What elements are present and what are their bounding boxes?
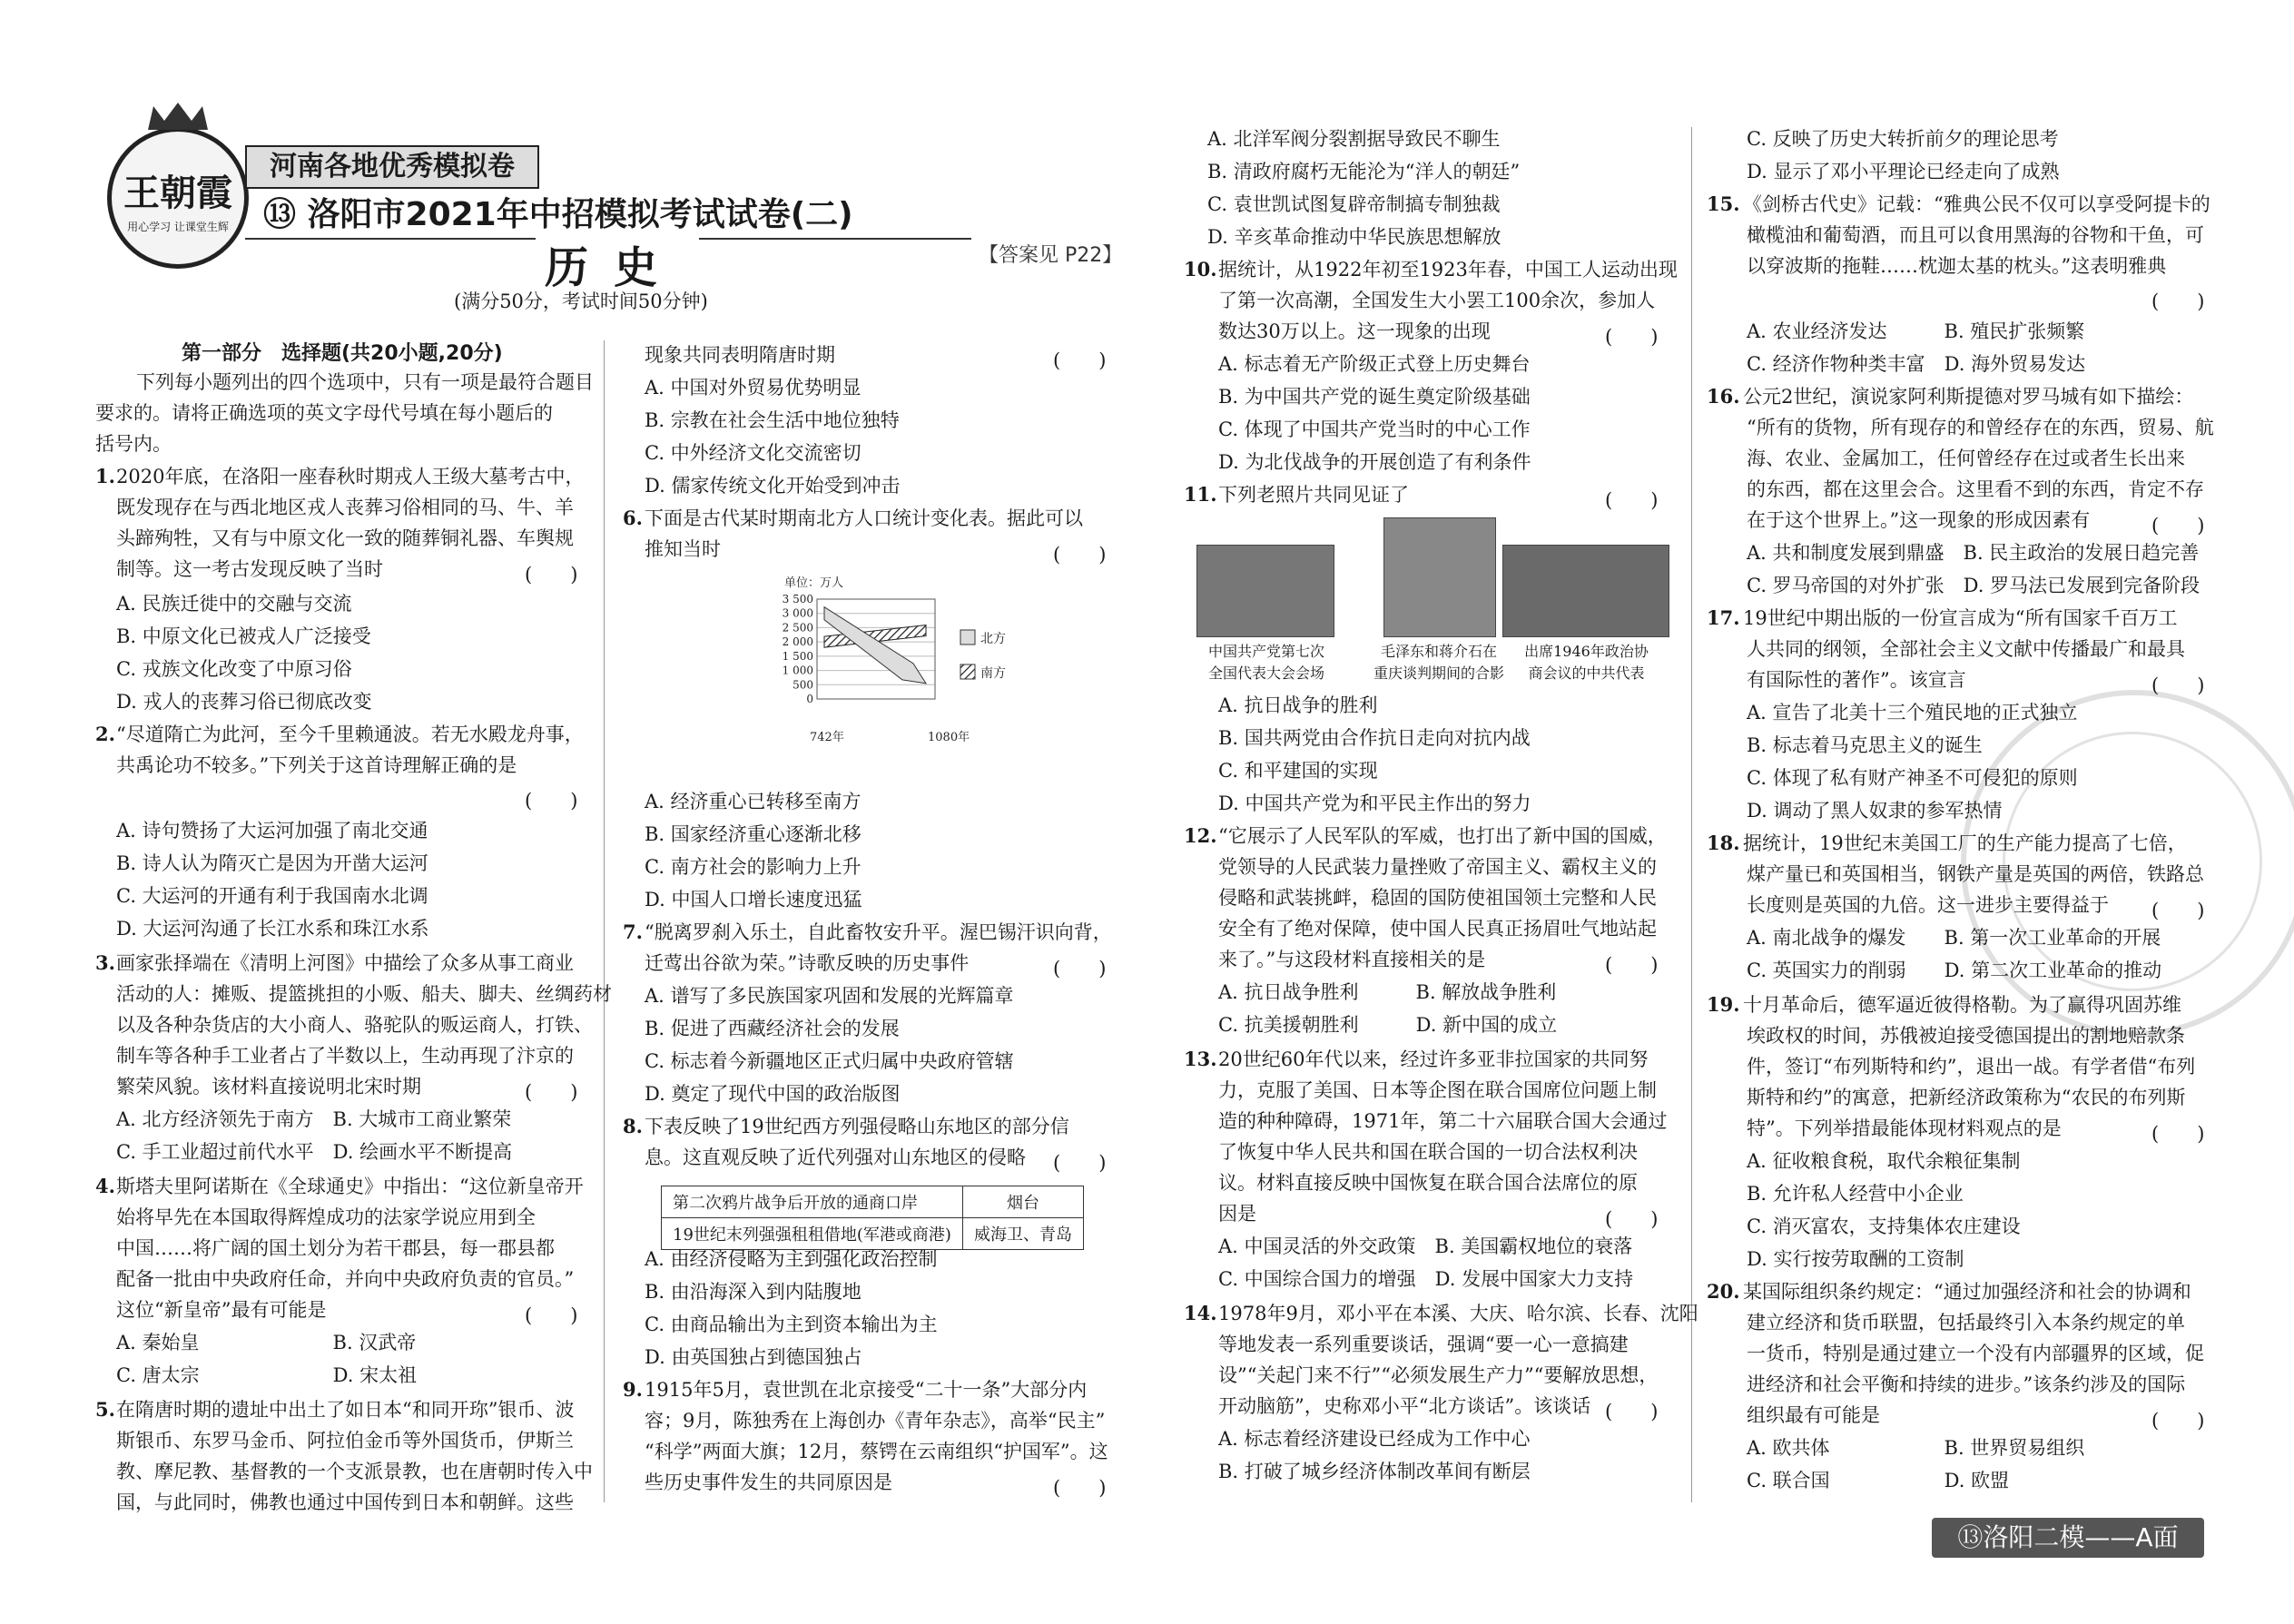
- divider: [245, 238, 536, 240]
- option: A. 诗句赞扬了大运河加强了南北交通: [116, 820, 428, 842]
- option: A. 秦始皇 B. 汉武帝: [116, 1332, 417, 1353]
- option: C. 由商品输出为主到资本输出为主: [645, 1314, 938, 1335]
- answer-blank[interactable]: ( ): [1605, 1401, 1659, 1422]
- option: D. 戎人的丧葬习俗已彻底改变: [116, 691, 372, 713]
- y-tick-label: 500: [793, 678, 813, 692]
- option: C. 反映了历史大转折前夕的理论思考: [1747, 128, 2059, 150]
- answer-blank[interactable]: ( ): [1605, 954, 1659, 976]
- option: A. 共和制度发展到鼎盛 B. 民主政治的发展日趋完善: [1747, 542, 2200, 564]
- photo-caption: 出席1946年政治协 商会议的中共代表: [1524, 643, 1649, 682]
- crown-icon: [146, 101, 210, 132]
- option: D. 儒家传统文化开始受到冲击: [645, 475, 901, 497]
- legend-label-north: 北方: [980, 632, 1006, 646]
- legend-swatch-south: [960, 664, 975, 679]
- option: A. 征收粮食税，取代余粮征集制: [1747, 1150, 2021, 1172]
- section-title: 第一部分 选择题(共20小题,20分): [182, 342, 503, 365]
- option: D. 大运河沟通了长江水系和珠江水系: [116, 918, 429, 940]
- option: B. 清政府腐朽无能沦为“洋人的朝廷”: [1207, 161, 1521, 182]
- option: C. 唐太宗 D. 宋太祖: [116, 1364, 418, 1386]
- trade-ports-table: [661, 1186, 1084, 1250]
- option: D. 显示了邓小平理论已经走向了成熟: [1747, 161, 2060, 182]
- option: C. 经济作物种类丰富 D. 海外贸易发达: [1747, 353, 2086, 375]
- legend-label-south: 南方: [980, 666, 1006, 681]
- answer-blank[interactable]: ( ): [525, 564, 578, 586]
- exam-info: (满分50分，考试时间50分钟): [454, 290, 708, 312]
- answer-blank[interactable]: ( ): [1053, 1477, 1107, 1499]
- option: B. 宗教在社会生活中地位独特: [645, 409, 900, 431]
- answer-blank[interactable]: ( ): [525, 1304, 578, 1326]
- option: A. 标志着无产阶级正式登上历史舞台: [1218, 353, 1531, 375]
- answer-blank[interactable]: ( ): [2151, 515, 2205, 536]
- option: D. 奠定了现代中国的政治版图: [645, 1083, 901, 1105]
- option: A. 农业经济发达 B. 殖民扩张频繁: [1747, 320, 2085, 342]
- table-row: 第二次鸦片战争后开放的通商口岸 烟台: [662, 1186, 1084, 1218]
- page-footer-tag: ⑬洛阳二模——A面: [1932, 1518, 2204, 1558]
- x-tick-label: 742年: [810, 731, 844, 744]
- option: A. 经济重心已转移至南方: [645, 791, 861, 812]
- option: C. 英国实力的削弱 D. 第二次工业革命的推动: [1747, 960, 2162, 981]
- option: C. 标志着今新疆地区正式归属中央政府管辖: [645, 1050, 1014, 1072]
- photo-chongqing-negotiation: [1383, 517, 1496, 637]
- option: C. 中外经济文化交流密切: [645, 442, 861, 464]
- option: C. 手工业超过前代水平 D. 绘画水平不断提高: [116, 1141, 513, 1163]
- series-banner: 河南各地优秀模拟卷: [245, 145, 539, 189]
- option: C. 中国综合国力的增强 D. 发展中国家大力支持: [1218, 1268, 1634, 1290]
- y-tick-label: 1 500: [782, 649, 813, 663]
- option: A. 欧共体 B. 世界贸易组织: [1747, 1437, 2085, 1459]
- answer-blank[interactable]: ( ): [1053, 349, 1107, 371]
- option: A. 中国灵活的外交政策 B. 美国霸权地位的衰落: [1218, 1235, 1633, 1257]
- y-tick-label: 1 000: [782, 664, 813, 677]
- option: D. 实行按劳取酬的工资制: [1747, 1248, 1964, 1270]
- option: C. 体现了私有财产神圣不可侵犯的原则: [1747, 767, 2078, 789]
- answer-blank[interactable]: ( ): [525, 790, 578, 812]
- option: D. 辛亥革命推动中华民族思想解放: [1207, 226, 1501, 248]
- option: C. 体现了中国共产党当时的中心工作: [1218, 418, 1531, 440]
- option: B. 国共两党由合作抗日走向对抗内战: [1218, 727, 1531, 749]
- option: C. 联合国 D. 欧盟: [1747, 1470, 2010, 1491]
- subject-title: 历史: [545, 242, 684, 293]
- option: D. 为北伐战争的开展创造了有利条件: [1218, 451, 1531, 473]
- option: C. 南方社会的影响力上升: [645, 856, 861, 878]
- photo-seventh-congress: [1196, 545, 1334, 637]
- option: D. 调动了黑人奴隶的参军热情: [1747, 800, 2003, 822]
- chart-title: 单位：万人: [784, 576, 844, 590]
- option: C. 戎族文化改变了中原习俗: [116, 658, 352, 680]
- x-tick-label: 1080年: [928, 731, 970, 744]
- answer-blank[interactable]: ( ): [525, 1081, 578, 1103]
- option: A. 民族迁徙中的交融与交流: [116, 593, 352, 615]
- answer-blank[interactable]: ( ): [1605, 1208, 1659, 1230]
- photo-caption: 毛泽东和蒋介石在 重庆谈判期间的合影: [1373, 643, 1504, 682]
- option: B. 国家经济重心逐渐北移: [645, 823, 861, 845]
- option: B. 标志着马克思主义的诞生: [1747, 734, 1983, 756]
- option: A. 抗日战争胜利 B. 解放战争胜利: [1218, 981, 1557, 1003]
- option: B. 促进了西藏经济社会的发展: [645, 1018, 900, 1039]
- table-row: 19世纪末列强强租租借地(军港或商港) 威海卫、青岛: [662, 1218, 1084, 1250]
- option: B. 中原文化已被戎人广泛接受: [116, 625, 371, 647]
- answer-blank[interactable]: ( ): [2151, 290, 2205, 312]
- option: C. 袁世凯试图复辟帝制搞专制独裁: [1207, 193, 1501, 215]
- answer-blank[interactable]: ( ): [1605, 489, 1659, 511]
- option: B. 由沿海深入到内陆腹地: [645, 1281, 861, 1303]
- option: C. 消灭富农，支持集体农庄建设: [1747, 1216, 2021, 1237]
- publisher-logo: [107, 127, 249, 269]
- answer-reference: 【答案见 P22】: [979, 244, 1123, 267]
- option: A. 标志着经济建设已经成为工作中心: [1218, 1428, 1531, 1450]
- option: D. 由英国独占到德国独占: [645, 1346, 862, 1368]
- option: C. 和平建国的实现: [1218, 760, 1378, 782]
- divider: [699, 238, 971, 240]
- option: A. 谱写了多民族国家巩固和发展的光辉篇章: [645, 985, 1014, 1007]
- option: C. 抗美援朝胜利 D. 新中国的成立: [1218, 1014, 1558, 1036]
- column-divider: [1691, 127, 1692, 1502]
- y-tick-label: 3 500: [782, 593, 813, 605]
- option: A. 由经济侵略为主到强化政治控制: [645, 1248, 938, 1270]
- option: A. 宣告了北美十三个殖民地的正式独立: [1747, 702, 2078, 723]
- y-tick-label: 2 000: [782, 635, 813, 649]
- option: B. 打破了城乡经济体制改革间有断层: [1218, 1461, 1531, 1482]
- option: C. 大运河的开通有利于我国南水北调: [116, 885, 428, 907]
- answer-blank[interactable]: ( ): [1053, 544, 1107, 566]
- option: B. 允许私人经营中小企业: [1747, 1183, 1964, 1205]
- y-tick-label: 0: [806, 693, 813, 705]
- population-chart: [753, 574, 1117, 782]
- exam-title: ⑬ 洛阳市2021年中招模拟考试试卷(二): [263, 196, 853, 233]
- answer-blank[interactable]: ( ): [2151, 1410, 2205, 1432]
- option: D. 中国共产党为和平民主作出的努力: [1218, 792, 1531, 814]
- answer-blank[interactable]: ( ): [1053, 958, 1107, 979]
- y-tick-label: 3 000: [782, 606, 813, 620]
- y-tick-label: 2 500: [782, 621, 813, 635]
- column-divider: [604, 340, 605, 1502]
- option: B. 为中国共产党的诞生奠定阶级基础: [1218, 386, 1531, 408]
- answer-blank[interactable]: ( ): [2151, 674, 2205, 696]
- answer-blank[interactable]: ( ): [1605, 326, 1659, 348]
- answer-blank[interactable]: ( ): [2151, 1123, 2205, 1145]
- option: A. 南北战争的爆发 B. 第一次工业革命的开展: [1747, 927, 2161, 949]
- legend-swatch-north: [960, 630, 975, 645]
- option: D. 中国人口增长速度迅猛: [645, 889, 862, 910]
- photo-1946-delegates: [1502, 545, 1669, 637]
- option: A. 中国对外贸易优势明显: [645, 377, 861, 399]
- option: A. 抗日战争的胜利: [1218, 694, 1378, 716]
- option: B. 诗人认为隋灭亡是因为开凿大运河: [116, 852, 428, 874]
- answer-blank[interactable]: ( ): [2151, 900, 2205, 921]
- logo-subtitle: 用心学习 让课堂生辉: [127, 221, 229, 233]
- logo-text: 王朝霞: [123, 172, 232, 214]
- answer-blank[interactable]: ( ): [1053, 1152, 1107, 1174]
- photo-caption: 中国共产党第七次 全国代表大会会场: [1207, 643, 1324, 682]
- option: A. 北洋军阀分裂割据导致民不聊生: [1207, 128, 1501, 150]
- option: A. 北方经济领先于南方 B. 大城市工商业繁荣: [116, 1108, 512, 1130]
- option: C. 罗马帝国的对外扩张 D. 罗马法已发展到完备阶段: [1747, 575, 2200, 596]
